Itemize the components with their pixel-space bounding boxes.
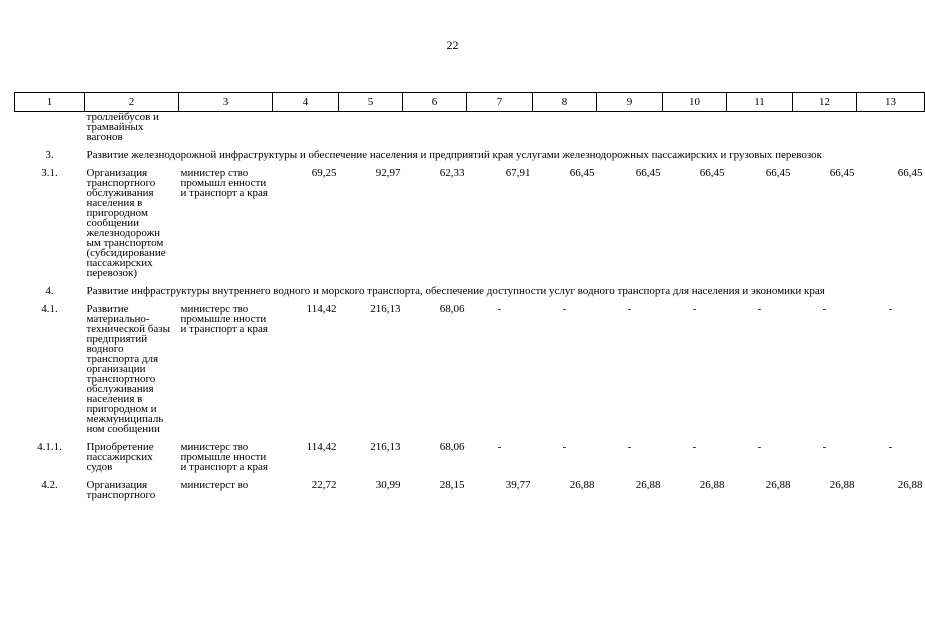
value-cell: - xyxy=(562,441,567,453)
program-table xyxy=(14,92,925,500)
value-cell: 68,06 xyxy=(439,303,465,315)
value-cell: 26,88 xyxy=(829,479,855,491)
measure-name: Организация транспортного обслуживания населения в пригородном сообщении железнодорожн ым транспортом (субсидирование пассажирских перевозок) xyxy=(86,167,166,279)
value-cell: 66,45 xyxy=(829,167,855,179)
column-number: 4 xyxy=(273,93,339,112)
value-cell: - xyxy=(497,303,502,315)
page-number: 22 xyxy=(446,38,459,52)
column-number: 3 xyxy=(179,93,273,112)
column-number: 6 xyxy=(403,93,467,112)
value-cell: - xyxy=(497,441,502,453)
value-cell: 62,33 xyxy=(439,167,465,179)
value-cell: - xyxy=(888,441,893,453)
column-number: 7 xyxy=(467,93,533,112)
table-row xyxy=(15,442,925,472)
column-number: 2 xyxy=(85,93,179,112)
value-cell: - xyxy=(757,303,762,315)
table-row xyxy=(15,480,925,500)
value-cell: - xyxy=(692,303,697,315)
section-row xyxy=(15,150,925,160)
value-cell: - xyxy=(822,441,827,453)
measure-name: Развитие материально-технической базы предприятий водного транспорта для организации транспортного обслуживания населения в пригородном и межмуниципаль ном сообщении xyxy=(86,303,171,435)
column-number: 10 xyxy=(663,93,727,112)
value-cell: 66,45 xyxy=(765,167,791,179)
value-cell: 67,91 xyxy=(505,167,531,179)
executor: министерс тво промышле нности и транспорт а края xyxy=(180,303,268,335)
value-cell: - xyxy=(627,303,632,315)
value-cell: 68,06 xyxy=(439,441,465,453)
value-cell: 22,72 xyxy=(311,479,337,491)
value-cell: 66,45 xyxy=(699,167,725,179)
value-cell: - xyxy=(757,441,762,453)
executor: министер ство промышл енности и транспорт а края xyxy=(180,167,268,199)
column-number-row xyxy=(15,93,925,112)
value-cell: 92,97 xyxy=(375,167,401,179)
value-cell: - xyxy=(692,441,697,453)
value-cell: 114,42 xyxy=(306,441,337,453)
value-cell: - xyxy=(627,441,632,453)
value-cell: 26,88 xyxy=(569,479,595,491)
column-number: 9 xyxy=(597,93,663,112)
row-number: 3.1. xyxy=(41,167,58,179)
measure-name: Организация транспортного xyxy=(86,479,156,501)
row-number: 4. xyxy=(45,285,54,297)
column-number: 1 xyxy=(15,93,85,112)
value-cell: 30,99 xyxy=(375,479,401,491)
row-number: 4.1.1. xyxy=(37,441,62,453)
table-row xyxy=(15,168,925,278)
column-number: 8 xyxy=(533,93,597,112)
column-number: 12 xyxy=(793,93,857,112)
row-number: 4.1. xyxy=(41,303,58,315)
value-cell: 28,15 xyxy=(439,479,465,491)
column-number: 11 xyxy=(727,93,793,112)
executor: министерс тво промышле нности и транспорт а края xyxy=(180,441,268,473)
value-cell: - xyxy=(888,303,893,315)
table-row xyxy=(15,112,925,143)
value-cell: 216,13 xyxy=(370,303,401,315)
value-cell: 66,45 xyxy=(635,167,661,179)
table-row xyxy=(15,304,925,434)
value-cell: 26,88 xyxy=(765,479,791,491)
value-cell: 216,13 xyxy=(370,441,401,453)
row-number: 4.2. xyxy=(41,479,58,491)
row-number: 3. xyxy=(45,149,54,161)
value-cell: 66,45 xyxy=(569,167,595,179)
value-cell: 69,25 xyxy=(311,167,337,179)
measure-name: троллейбусов и трамвайных вагонов xyxy=(86,111,159,143)
value-cell: 39,77 xyxy=(505,479,531,491)
value-cell: - xyxy=(822,303,827,315)
section-row xyxy=(15,286,925,296)
value-cell: 26,88 xyxy=(897,479,923,491)
executor: министерст во xyxy=(180,479,249,491)
value-cell: 66,45 xyxy=(897,167,923,179)
column-number: 13 xyxy=(857,93,925,112)
value-cell: - xyxy=(562,303,567,315)
value-cell: 26,88 xyxy=(699,479,725,491)
column-number: 5 xyxy=(339,93,403,112)
value-cell: 114,42 xyxy=(306,303,337,315)
section-title: Развитие инфраструктуры внутреннего водного и морского транспорта, обеспечение доступности услуг водного транспорта для населения и экономики края xyxy=(86,285,825,297)
value-cell: 26,88 xyxy=(635,479,661,491)
measure-name: Приобретение пассажирских судов xyxy=(86,441,154,473)
section-title: Развитие железнодорожной инфраструктуры и обеспечение населения и предприятий края услугами железнодорожных пассажирских и грузовых перевозок xyxy=(86,149,823,161)
